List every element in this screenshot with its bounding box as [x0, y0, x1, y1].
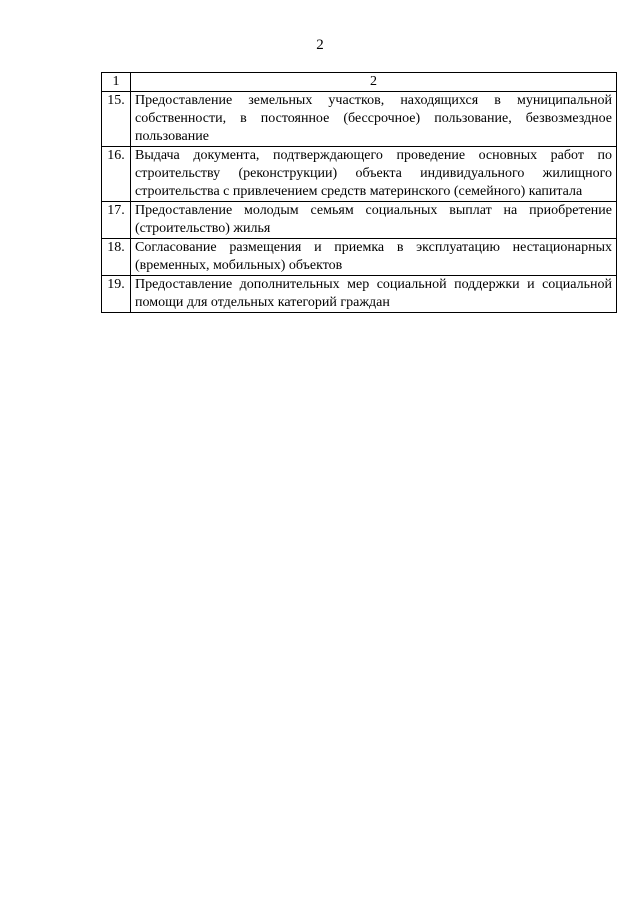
- table-row: [102, 147, 617, 202]
- row-service-name: Выдача документа, подтверждающего проведение основных работ по строительству (реконструкции) объекта индивидуального жилищного строительства с привлечением средств материнского (семейного) капитала: [131, 147, 617, 202]
- table-row: [102, 202, 617, 239]
- row-number: 19.: [102, 276, 131, 313]
- column-header-name: 2: [131, 73, 617, 92]
- row-number: 18.: [102, 239, 131, 276]
- column-header-number: 1: [102, 73, 131, 92]
- row-service-name: Предоставление дополнительных мер социальной поддержки и социальной помощи для отдельных категорий граждан: [131, 276, 617, 313]
- row-number: 17.: [102, 202, 131, 239]
- table-row: [102, 239, 617, 276]
- page-number: 2: [316, 37, 324, 53]
- row-service-name: Предоставление молодым семьям социальных выплат на приобретение (строительство) жилья: [131, 202, 617, 239]
- table-row: [102, 276, 617, 313]
- row-number: 15.: [102, 92, 131, 147]
- table-header-row: [102, 73, 617, 92]
- row-service-name: Согласование размещения и приемка в эксплуатацию нестационарных (временных, мобильных) объектов: [131, 239, 617, 276]
- table-row: [102, 92, 617, 147]
- services-table: [101, 72, 617, 313]
- row-number: 16.: [102, 147, 131, 202]
- row-service-name: Предоставление земельных участков, находящихся в муниципальной собственности, в постоянное (бессрочное) пользование, безвозмездное пользование: [131, 92, 617, 147]
